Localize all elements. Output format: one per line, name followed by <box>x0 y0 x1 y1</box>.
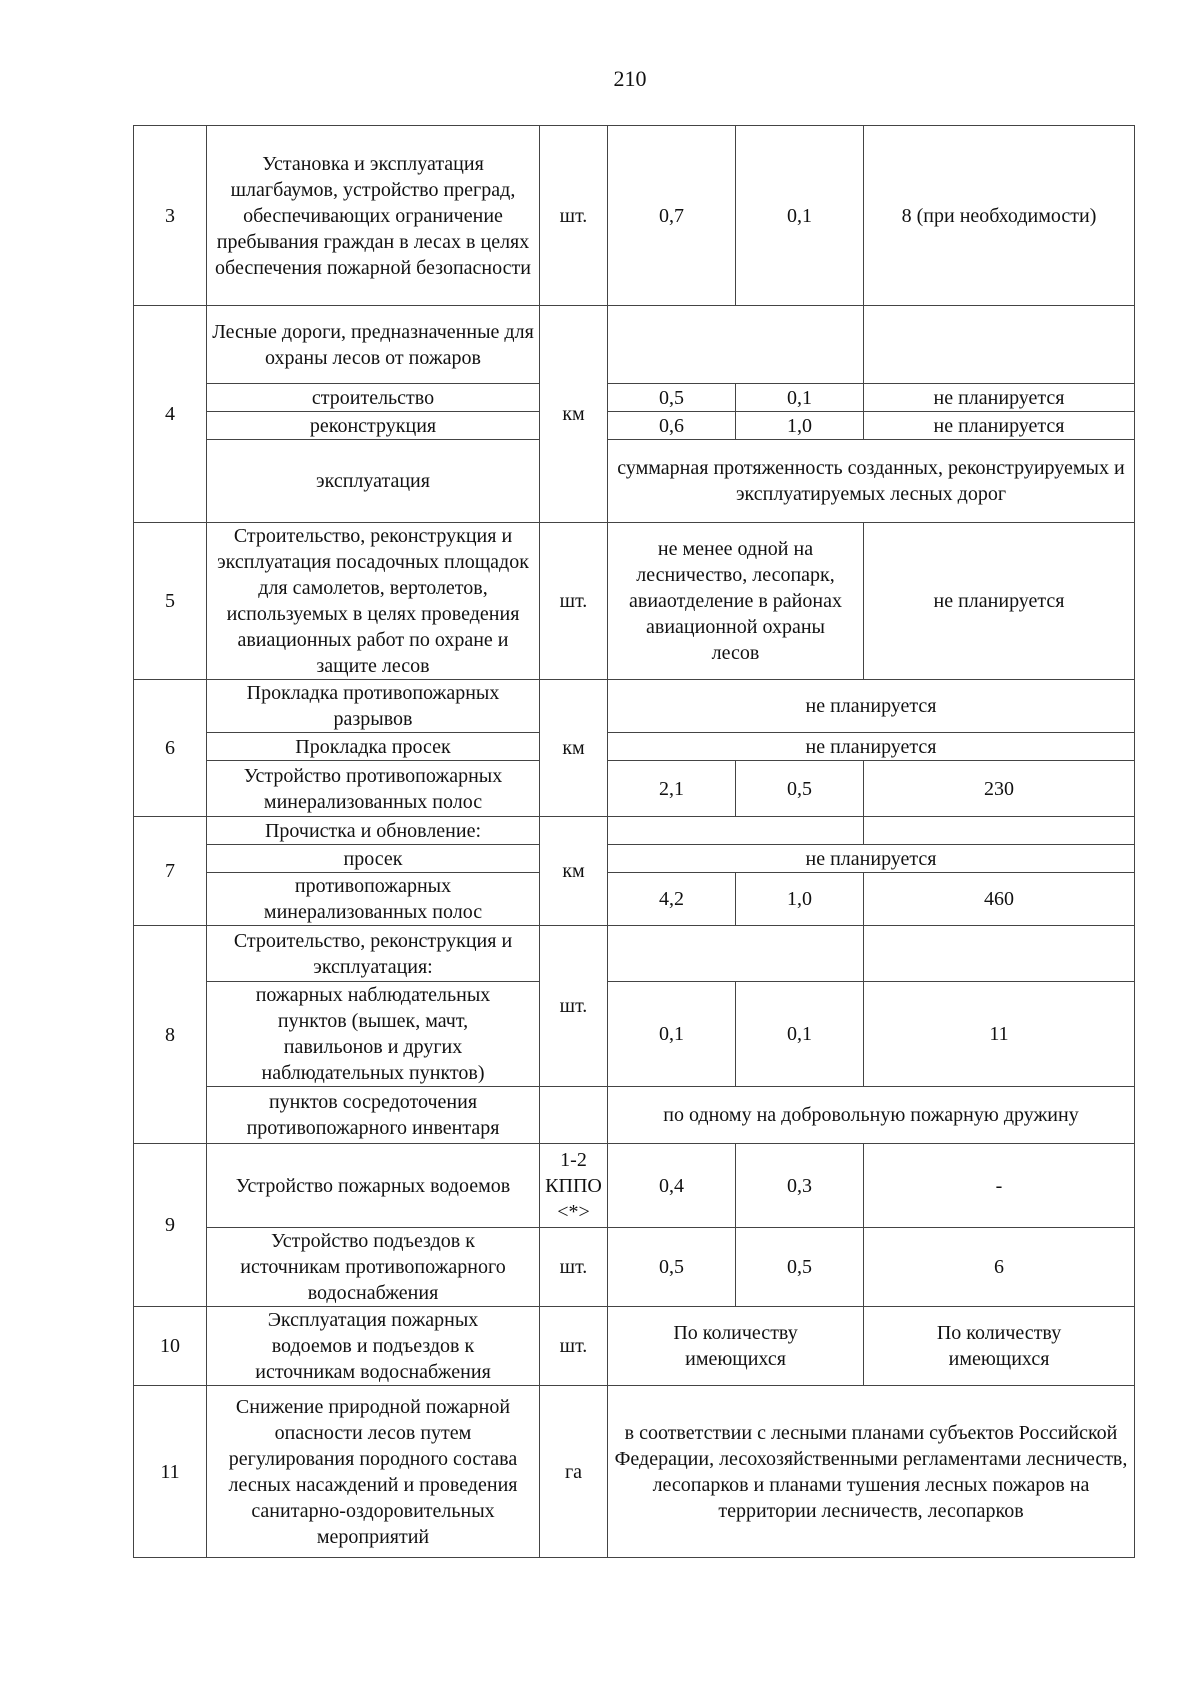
value-cell: не планируется <box>608 680 1135 733</box>
unit-cell: 1-2 КППО <*> <box>540 1144 608 1228</box>
table-row <box>134 680 1135 733</box>
row-number: 9 <box>134 1144 207 1307</box>
row-number: 11 <box>134 1386 207 1558</box>
measure-subname: Прокладка противопожарных разрывов <box>207 680 540 733</box>
measure-name: Лесные дороги, предназначенные для охраны лесов от пожаров <box>207 306 540 384</box>
value-cell: 4,2 <box>608 873 736 926</box>
value-cell: По количеству имеющихся <box>608 1307 864 1386</box>
value-cell: не планируется <box>864 384 1135 412</box>
value-cell: 0,5 <box>736 1228 864 1307</box>
unit-cell: шт. <box>540 926 608 1087</box>
value-cell: 0,7 <box>608 126 736 306</box>
fire-measures-table <box>133 125 1135 1558</box>
empty-cell <box>864 817 1135 845</box>
measure-subname: пунктов сосредоточения противопожарного инвентаря <box>207 1087 540 1144</box>
row-number: 4 <box>134 306 207 523</box>
value-cell: 0,5 <box>608 1228 736 1307</box>
row-number: 6 <box>134 680 207 817</box>
table-row <box>134 761 1135 817</box>
table-row <box>134 126 1135 306</box>
value-cell: 0,6 <box>608 412 736 440</box>
value-cell: по одному на добровольную пожарную дружину <box>608 1087 1135 1144</box>
page-number: 210 <box>613 66 647 91</box>
measure-subname: строительство <box>207 384 540 412</box>
empty-cell <box>540 1087 608 1144</box>
table-row <box>134 982 1135 1087</box>
unit-cell: км <box>540 817 608 926</box>
value-cell: 6 <box>864 1228 1135 1307</box>
table-row <box>134 306 1135 384</box>
table-row <box>134 440 1135 523</box>
unit-cell: км <box>540 306 608 523</box>
empty-cell <box>864 926 1135 982</box>
table-row <box>134 1386 1135 1558</box>
value-cell: 0,1 <box>736 126 864 306</box>
table-row <box>134 873 1135 926</box>
value-cell: 230 <box>864 761 1135 817</box>
value-cell: 460 <box>864 873 1135 926</box>
value-cell: 8 (при необходимости) <box>864 126 1135 306</box>
measure-subname: пожарных наблюдательных пунктов (вышек, мачт, павильонов и других наблюдательных пунктов) <box>207 982 540 1087</box>
value-cell: не планируется <box>864 412 1135 440</box>
table-row <box>134 845 1135 873</box>
table-row <box>134 926 1135 982</box>
empty-cell <box>608 306 864 384</box>
measure-name: Прочистка и обновление: <box>207 817 540 845</box>
unit-cell: шт. <box>540 126 608 306</box>
value-cell: 0,1 <box>608 982 736 1087</box>
value-cell: не планируется <box>608 845 1135 873</box>
empty-cell <box>608 817 864 845</box>
measure-subname: просек <box>207 845 540 873</box>
unit-cell: шт. <box>540 523 608 680</box>
value-cell: 0,3 <box>736 1144 864 1228</box>
value-cell: По количеству имеющихся <box>864 1307 1135 1386</box>
empty-cell <box>864 306 1135 384</box>
row-number: 8 <box>134 926 207 1144</box>
unit-cell: шт. <box>540 1228 608 1307</box>
measure-subname: эксплуатация <box>207 440 540 523</box>
measure-name: Устройство пожарных водоемов <box>207 1144 540 1228</box>
table-row <box>134 1144 1135 1228</box>
measure-subname: Устройство противопожарных минерализованных полос <box>207 761 540 817</box>
table-row <box>134 1228 1135 1307</box>
row-number: 7 <box>134 817 207 926</box>
value-cell: не менее одной на лесничество, лесопарк, авиаотделение в районах авиационной охраны лесов <box>608 523 864 680</box>
measure-name: Строительство, реконструкция и эксплуатация: <box>207 926 540 982</box>
value-cell: не планируется <box>864 523 1135 680</box>
value-cell: суммарная протяженность созданных, реконструируемых и эксплуатируемых лесных дорог <box>608 440 1135 523</box>
measure-subname: противопожарных минерализованных полос <box>207 873 540 926</box>
table-row <box>134 1087 1135 1144</box>
empty-cell <box>608 926 864 982</box>
table-row <box>134 1307 1135 1386</box>
value-cell: 0,1 <box>736 982 864 1087</box>
unit-cell: км <box>540 680 608 817</box>
unit-cell: га <box>540 1386 608 1558</box>
table-row <box>134 412 1135 440</box>
measure-name: Эксплуатация пожарных водоемов и подъездов к источникам водоснабжения <box>207 1307 540 1386</box>
table-row <box>134 384 1135 412</box>
measure-name: Установка и эксплуатация шлагбаумов, устройство преград, обеспечивающих ограничение пребывания граждан в лесах в целях обеспечения пожарной безопасности <box>207 126 540 306</box>
value-cell: 11 <box>864 982 1135 1087</box>
unit-cell: шт. <box>540 1307 608 1386</box>
value-cell: 0,5 <box>736 761 864 817</box>
value-cell: 1,0 <box>736 873 864 926</box>
table-row <box>134 733 1135 761</box>
table-row <box>134 817 1135 845</box>
measure-subname: реконструкция <box>207 412 540 440</box>
measure-name: Строительство, реконструкция и эксплуатация посадочных площадок для самолетов, вертолетов, используемых в целях проведения авиационных работ по охране и защите лесов <box>207 523 540 680</box>
table-row <box>134 523 1135 680</box>
value-cell: 0,1 <box>736 384 864 412</box>
row-number: 10 <box>134 1307 207 1386</box>
value-cell: - <box>864 1144 1135 1228</box>
value-cell: 0,4 <box>608 1144 736 1228</box>
measure-subname: Прокладка просек <box>207 733 540 761</box>
measure-name: Устройство подъездов к источникам противопожарного водоснабжения <box>207 1228 540 1307</box>
measure-name: Снижение природной пожарной опасности лесов путем регулирования породного состава лесных насаждений и проведения санитарно-оздоровительных мероприятий <box>207 1386 540 1558</box>
value-cell: 0,5 <box>608 384 736 412</box>
value-cell: в соответствии с лесными планами субъектов Российской Федерации, лесохозяйственными регламентами лесничеств, лесопарков и планами тушения лесных пожаров на территории лесничеств, лесопарков <box>608 1386 1135 1558</box>
value-cell: не планируется <box>608 733 1135 761</box>
value-cell: 2,1 <box>608 761 736 817</box>
row-number: 5 <box>134 523 207 680</box>
row-number: 3 <box>134 126 207 306</box>
value-cell: 1,0 <box>736 412 864 440</box>
